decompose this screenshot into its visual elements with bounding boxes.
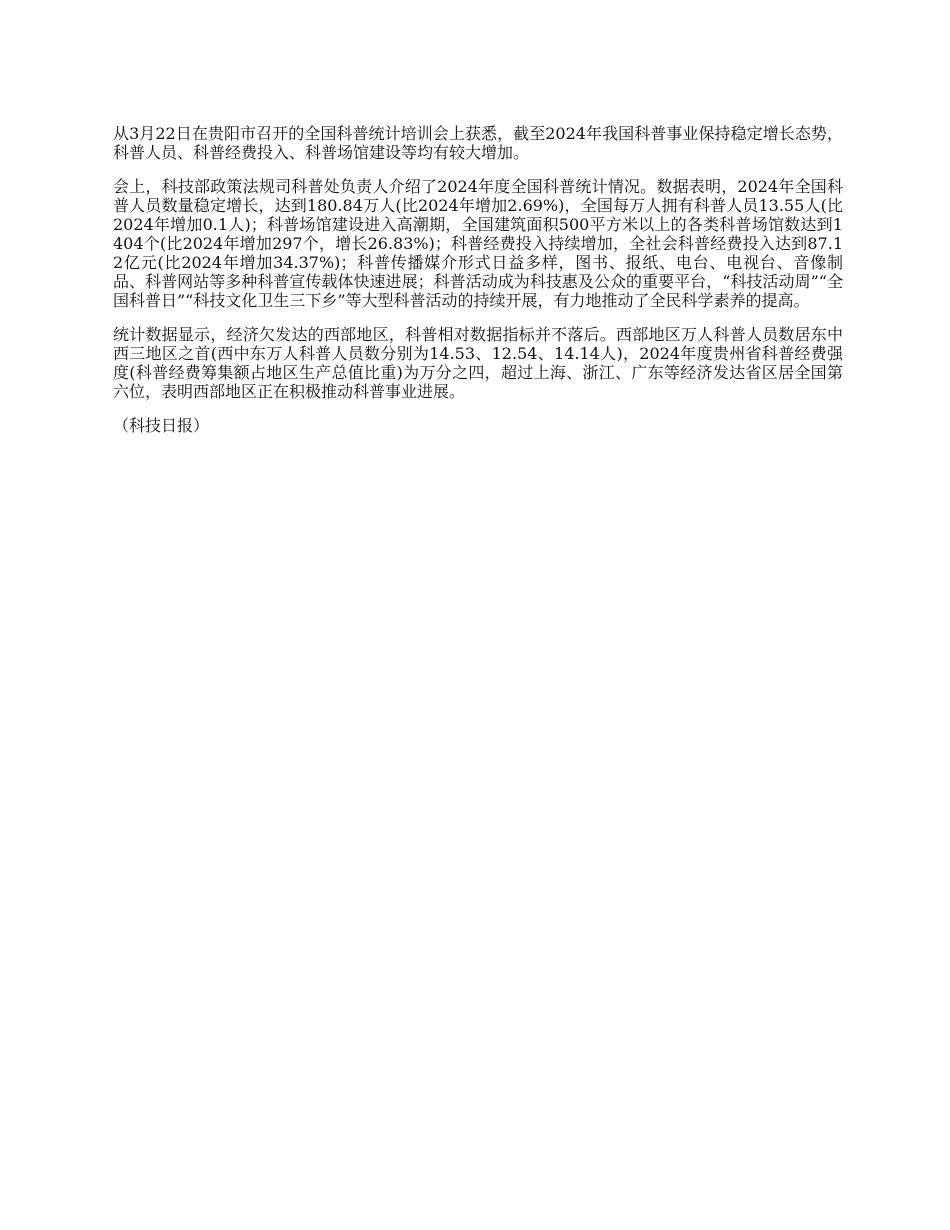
article-source: （科技日报） xyxy=(113,416,210,435)
article-body xyxy=(113,124,843,435)
paragraph-intro: 从3月22日在贵阳市召开的全国科普统计培训会上获悉，截至2024年我国科普事业保持稳定增长态势，科普人员、科普经费投入、科普场馆建设等均有较大增加。 xyxy=(113,124,843,162)
paragraph-statistics: 会上，科技部政策法规司科普处负责人介绍了2024年度全国科普统计情况。数据表明，2024年全国科普人员数量稳定增长，达到180.84万人(比2024年增加2.69%)，全国每万人拥有科普人员13.55人(比2024年增加0.1人)；科普场馆建设进入高潮期，全国建筑面积500平方米以上的各类科普场馆数达到1404个(比2024年增加297个，增长26.83%)；科普经费投入持续增加，全社会科普经费投入达到87.12亿元(比2024年增加34.37%)；科普传播媒介形式日益多样，图书、报纸、电台、电视台、音像制品、科普网站等多种科普宣传载体快速进展；科普活动成为科技惠及公众的重要平台，“科技活动周”“全国科普日”“科技文化卫生三下乡”等大型科普活动的持续开展，有力地推动了全民科学素养的提高。 xyxy=(113,177,843,310)
paragraph-western-region: 统计数据显示，经济欠发达的西部地区，科普相对数据指标并不落后。西部地区万人科普人员数居东中西三地区之首(西中东万人科普人员数分别为14.53、12.54、14.14人)，2024年度贵州省科普经费强度(科普经费筹集额占地区生产总值比重)为万分之四，超过上海、浙江、广东等经济发达省区居全国第六位，表明西部地区正在积极推动科普事业进展。 xyxy=(113,325,843,401)
